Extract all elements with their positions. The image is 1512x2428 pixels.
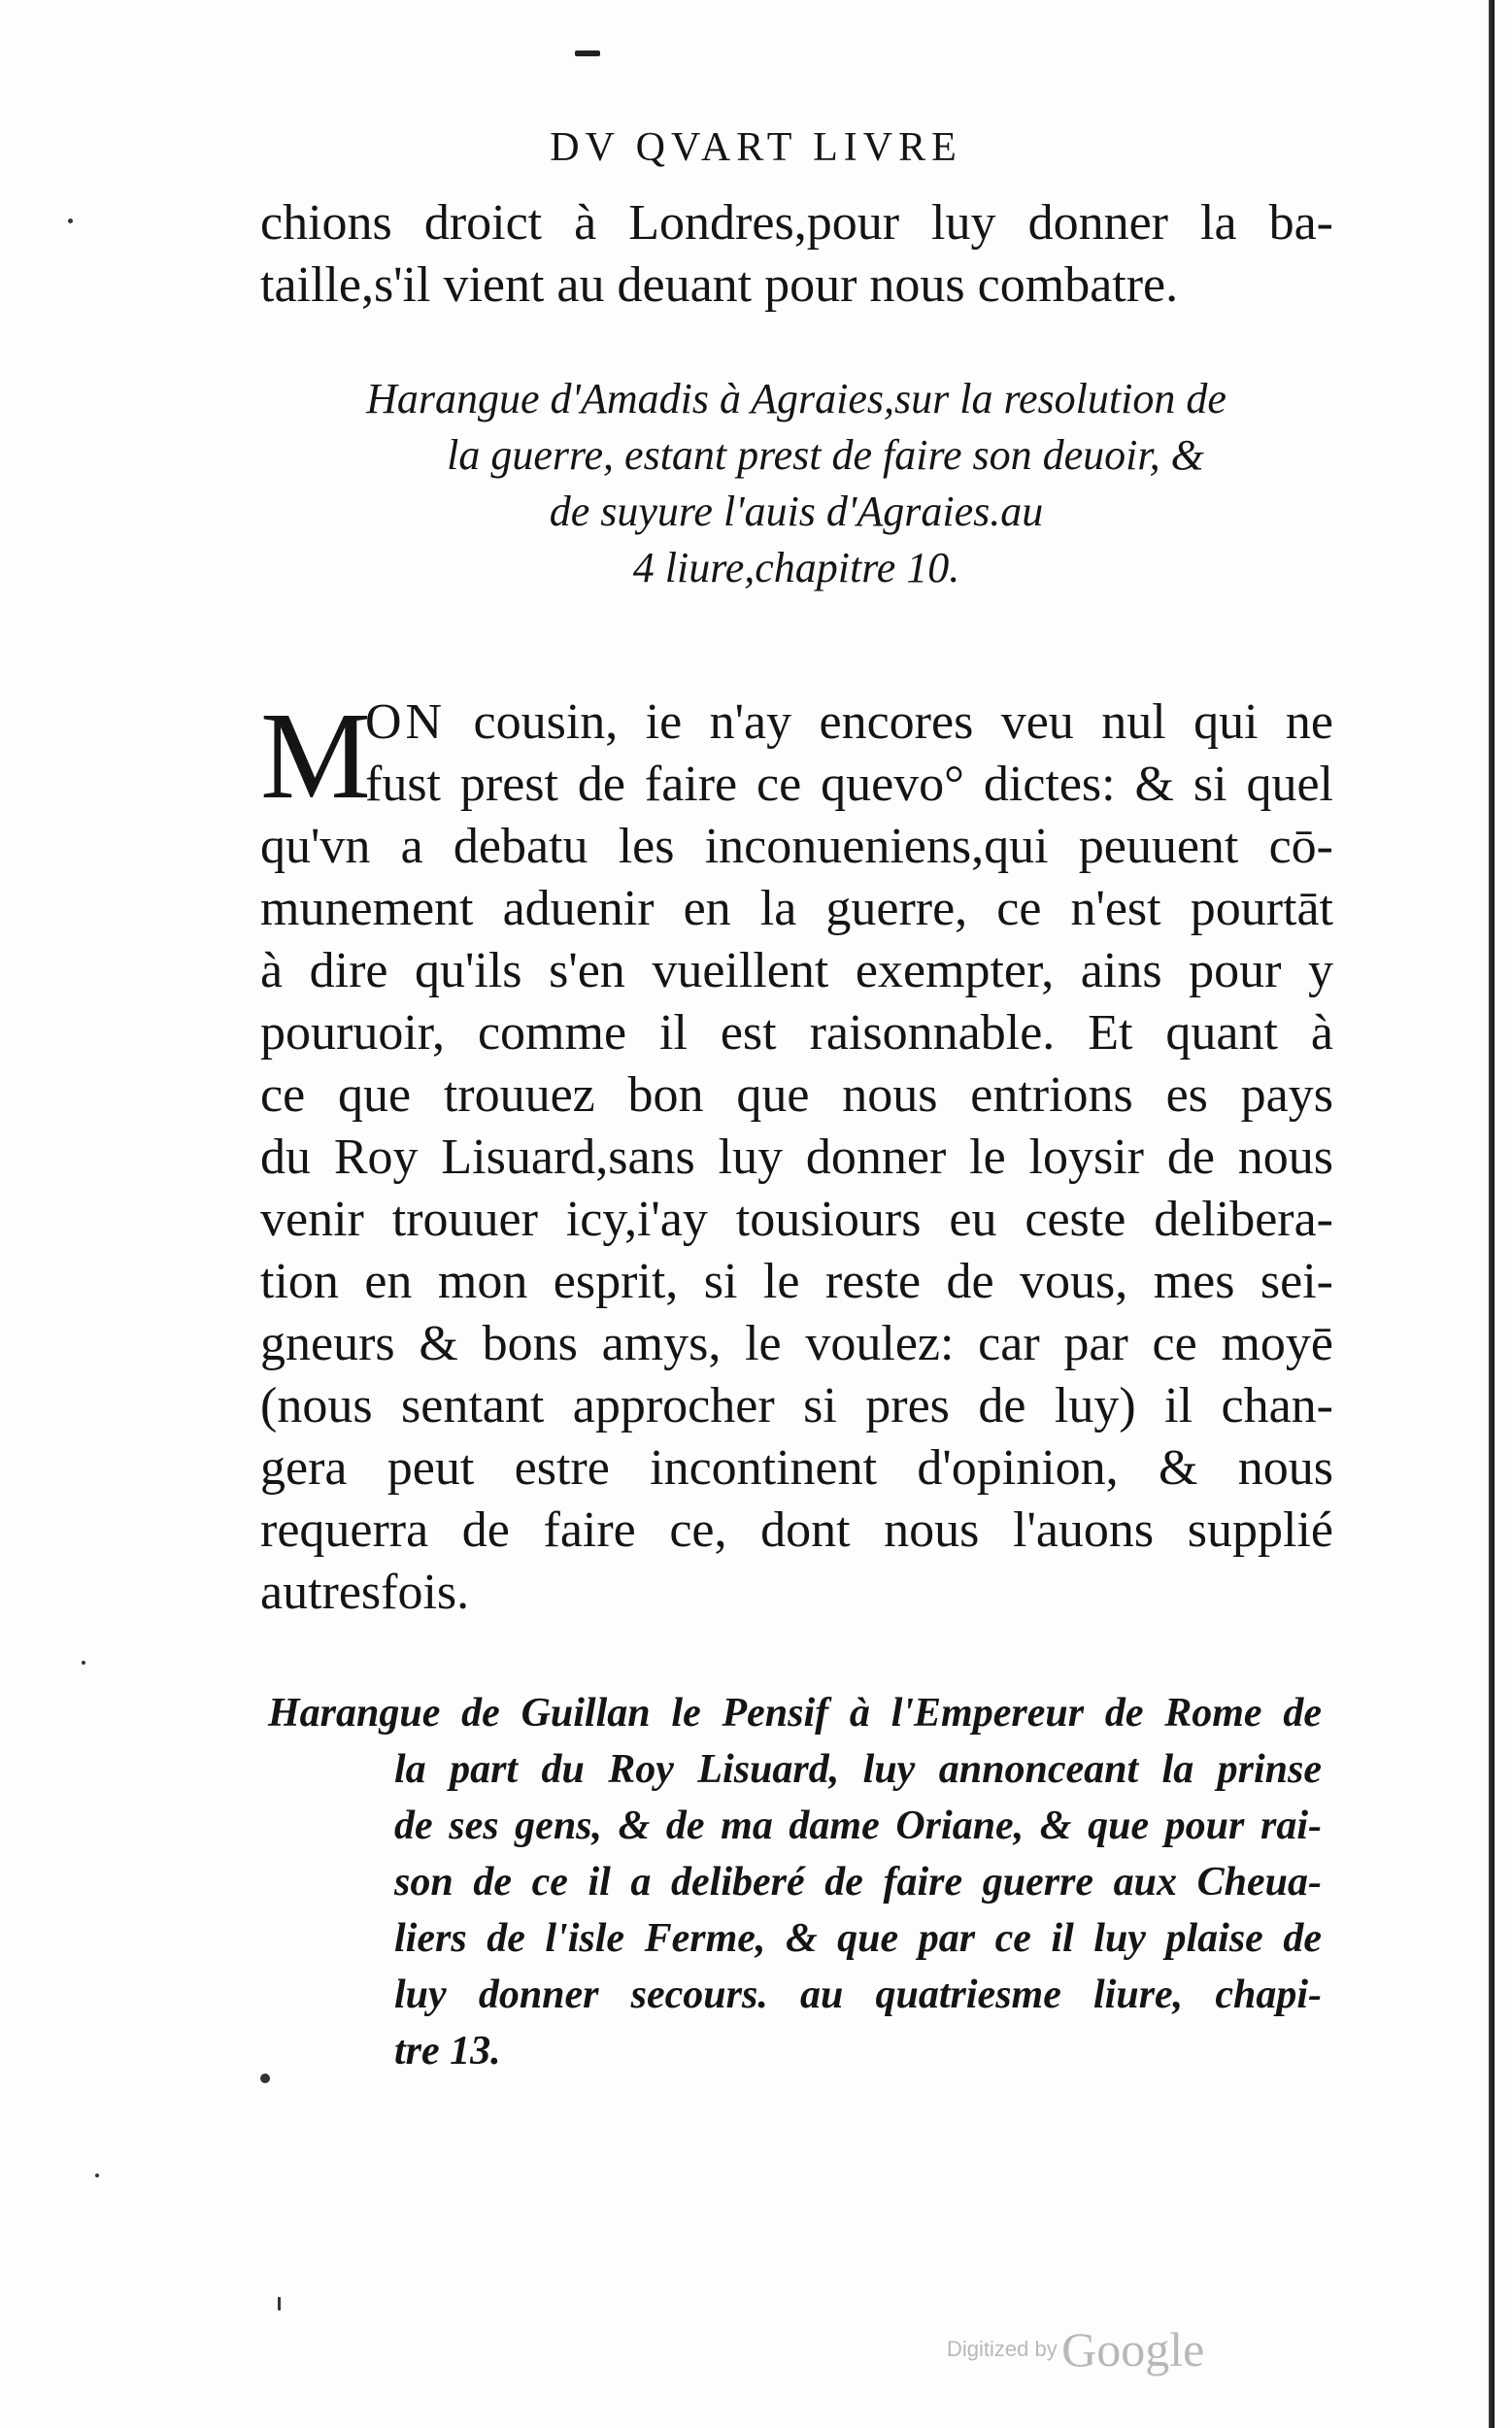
ink-mark bbox=[575, 51, 600, 56]
heading-line: Harangue d'Amadis à Agraies,sur la resolution de bbox=[366, 375, 1226, 422]
section-heading-guillan bbox=[268, 1685, 1322, 2079]
text-line: pouruoir, comme il est raisonnable. Et quant à bbox=[260, 1005, 1333, 1061]
text-line: taille,s'il vient au deuant pour nous combatre. bbox=[260, 257, 1179, 313]
heading-line: tre 13. bbox=[394, 2029, 501, 2074]
text-line bbox=[260, 691, 1333, 754]
running-header: DV QVART LIVRE bbox=[550, 125, 962, 170]
text-line: autresfois. bbox=[260, 1565, 470, 1620]
heading-line: liers de l'isle Ferme, & que par ce il luy plaise de bbox=[394, 1916, 1322, 1961]
scan-speck bbox=[278, 2297, 281, 2310]
text-line: venir trouuer icy,i'ay tousiours eu ceste delibera- bbox=[260, 1192, 1333, 1247]
watermark-prefix: Digitized by bbox=[947, 2337, 1058, 2361]
text-line: ce que trouuez bon que nous entrions es pays bbox=[260, 1067, 1333, 1123]
text-line: tion en mon esprit, si le reste de vous, mes sei- bbox=[260, 1254, 1333, 1309]
heading-line: de ses gens, & de ma dame Oriane, & que pour rai- bbox=[394, 1804, 1322, 1848]
page-edge-shadow bbox=[1489, 0, 1495, 2428]
scan-speck bbox=[68, 219, 73, 223]
heading-line: Harangue de Guillan le Pensif à l'Empereur de Rome de bbox=[268, 1691, 1322, 1736]
text-line: munement aduenir en la guerre, ce n'est pourtāt bbox=[260, 881, 1333, 936]
text-line: requerra de faire ce, dont nous l'auons supplié bbox=[260, 1502, 1333, 1558]
text-line: fust prest de faire ce quevo° dictes: & si quel bbox=[365, 757, 1333, 812]
text-line: chions droict à Londres,pour luy donner la ba- bbox=[260, 195, 1333, 251]
text-line: gneurs & bons amys, le voulez: car par ce moyē bbox=[260, 1316, 1333, 1371]
drop-cap: M bbox=[260, 687, 371, 825]
text-line: gera peut estre incontinent d'opinion, & nous bbox=[260, 1440, 1333, 1496]
digitized-watermark bbox=[947, 2321, 1277, 2377]
heading-line: son de ce il a deliberé de faire guerre aux Cheua- bbox=[394, 1860, 1322, 1905]
first-line-rest: cousin, ie n'ay encores veu nul qui ne bbox=[473, 694, 1334, 750]
continuation-paragraph bbox=[260, 192, 1333, 317]
heading-line: de suyure l'auis d'Agraies.au bbox=[549, 488, 1044, 535]
first-word: ON bbox=[365, 694, 447, 750]
heading-line: 4 liure,chapitre 10. bbox=[632, 544, 960, 591]
text-line: à dire qu'ils s'en vueillent exempter, ains pour y bbox=[260, 943, 1333, 998]
watermark-brand: Google bbox=[1061, 2322, 1205, 2377]
scan-speck bbox=[82, 1661, 85, 1665]
text-line: qu'vn a debatu les inconueniens,qui peuuent cō- bbox=[260, 819, 1333, 874]
section-heading-amadis bbox=[282, 371, 1311, 596]
text-line: du Roy Lisuard,sans luy donner le loysir de nous bbox=[260, 1130, 1333, 1185]
text-line: (nous sentant approcher si pres de luy) il chan- bbox=[260, 1378, 1333, 1433]
speech-paragraph bbox=[260, 687, 1334, 1624]
heading-line: luy donner secours. au quatriesme liure, chapi- bbox=[394, 1973, 1322, 2017]
scan-speck bbox=[95, 2174, 99, 2177]
heading-line: la guerre, estant prest de faire son deuoir, & bbox=[447, 431, 1204, 479]
scan-speck bbox=[260, 2074, 270, 2083]
heading-line: la part du Roy Lisuard, luy annonceant la prinse bbox=[394, 1747, 1322, 1792]
